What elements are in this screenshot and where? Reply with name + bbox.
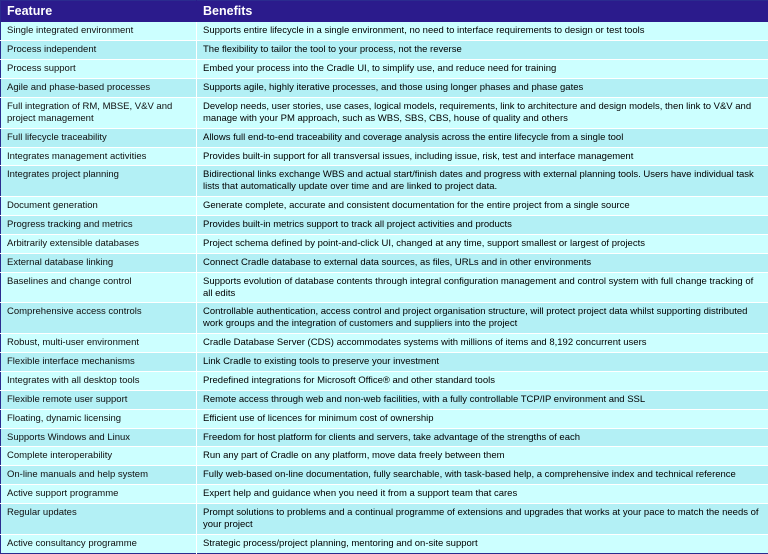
table-row	[1, 197, 768, 216]
table-cell-benefit: Prompt solutions to problems and a continual programme of extensions and upgrades that works at your pace to match the needs of your project	[197, 504, 768, 535]
table-cell-benefit: Run any part of Cradle on any platform, move data freely between them	[197, 447, 768, 466]
table-row	[1, 253, 768, 272]
table-cell-feature: Full lifecycle traceability	[1, 128, 197, 147]
table-cell-benefit: Efficient use of licences for minimum cost of ownership	[197, 409, 768, 428]
table-cell-benefit: Develop needs, user stories, use cases, logical models, requirements, link to architecture and design models, then link to V&V and manage with your PM approach, such as WBS, SBS, CBS, house of quality and others	[197, 97, 768, 128]
table-cell-feature: Arbitrarily extensible databases	[1, 234, 197, 253]
table-row	[1, 166, 768, 197]
table-cell-feature: Progress tracking and metrics	[1, 216, 197, 235]
table-cell-benefit: The flexibility to tailor the tool to your process, not the reverse	[197, 41, 768, 60]
table-cell-feature: Active support programme	[1, 485, 197, 504]
table-row	[1, 428, 768, 447]
table-cell-feature: Flexible interface mechanisms	[1, 353, 197, 372]
table-body	[1, 22, 768, 553]
table-cell-benefit: Remote access through web and non-web facilities, with a fully controllable TCP/IP environment and SSL	[197, 390, 768, 409]
table-cell-feature: Integrates management activities	[1, 147, 197, 166]
table-header	[1, 1, 768, 23]
table-row	[1, 353, 768, 372]
table-cell-benefit: Provides built-in metrics support to track all project activities and products	[197, 216, 768, 235]
table-cell-feature: On-line manuals and help system	[1, 466, 197, 485]
table-row	[1, 534, 768, 553]
table-cell-feature: Flexible remote user support	[1, 390, 197, 409]
table-cell-feature: Document generation	[1, 197, 197, 216]
table-cell-feature: Baselines and change control	[1, 272, 197, 303]
table-cell-feature: External database linking	[1, 253, 197, 272]
table-row	[1, 234, 768, 253]
table-cell-benefit: Provides built-in support for all transversal issues, including issue, risk, test and interface management	[197, 147, 768, 166]
table-cell-feature: Process independent	[1, 41, 197, 60]
table-cell-benefit: Link Cradle to existing tools to preserve your investment	[197, 353, 768, 372]
table-cell-benefit: Controllable authentication, access control and project organisation structure, will protect project data whilst supporting distributed work groups and the integration of customers and suppliers into the project	[197, 303, 768, 334]
table-cell-benefit: Supports agile, highly iterative processes, and those using longer phases and phase gates	[197, 79, 768, 98]
table-cell-benefit: Project schema defined by point-and-click UI, changed at any time, support smallest or largest of projects	[197, 234, 768, 253]
table-cell-benefit: Supports evolution of database contents through integral configuration management and control system with full change tracking of all edits	[197, 272, 768, 303]
table-cell-benefit: Generate complete, accurate and consistent documentation for the entire project from a single source	[197, 197, 768, 216]
table-cell-feature: Integrates project planning	[1, 166, 197, 197]
table-row	[1, 409, 768, 428]
column-header-feature: Feature	[1, 1, 197, 23]
table-row	[1, 272, 768, 303]
table-cell-benefit: Embed your process into the Cradle UI, to simplify use, and reduce need for training	[197, 60, 768, 79]
table-header-row	[1, 1, 768, 23]
table-cell-benefit: Freedom for host platform for clients and servers, take advantage of the strengths of each	[197, 428, 768, 447]
table-cell-benefit: Cradle Database Server (CDS) accommodates systems with millions of items and 8,192 concurrent users	[197, 334, 768, 353]
table-cell-feature: Robust, multi-user environment	[1, 334, 197, 353]
table-row	[1, 216, 768, 235]
table-row	[1, 303, 768, 334]
table-cell-feature: Supports Windows and Linux	[1, 428, 197, 447]
table-cell-benefit: Predefined integrations for Microsoft Office® and other standard tools	[197, 371, 768, 390]
table-row	[1, 97, 768, 128]
column-header-benefits: Benefits	[197, 1, 768, 23]
table-cell-feature: Single integrated environment	[1, 22, 197, 40]
table-row	[1, 60, 768, 79]
table-row	[1, 147, 768, 166]
table-cell-benefit: Expert help and guidance when you need it from a support team that cares	[197, 485, 768, 504]
table-cell-benefit: Allows full end-to-end traceability and coverage analysis across the entire lifecycle from a single tool	[197, 128, 768, 147]
table-cell-feature: Complete interoperability	[1, 447, 197, 466]
table-row	[1, 485, 768, 504]
table-row	[1, 466, 768, 485]
table-cell-feature: Floating, dynamic licensing	[1, 409, 197, 428]
table-cell-feature: Integrates with all desktop tools	[1, 371, 197, 390]
table-cell-feature: Full integration of RM, MBSE, V&V and project management	[1, 97, 197, 128]
table-cell-benefit: Connect Cradle database to external data sources, as files, URLs and in other environments	[197, 253, 768, 272]
table-row	[1, 371, 768, 390]
table-cell-feature: Active consultancy programme	[1, 534, 197, 553]
table-row	[1, 447, 768, 466]
table-cell-feature: Agile and phase-based processes	[1, 79, 197, 98]
table-row	[1, 390, 768, 409]
table-cell-benefit: Fully web-based on-line documentation, fully searchable, with task-based help, a comprehensive index and technical reference	[197, 466, 768, 485]
table-row	[1, 22, 768, 40]
table-cell-benefit: Supports entire lifecycle in a single environment, no need to interface requirements to design or test tools	[197, 22, 768, 40]
table-cell-feature: Comprehensive access controls	[1, 303, 197, 334]
table-row	[1, 128, 768, 147]
table-cell-benefit: Strategic process/project planning, mentoring and on-site support	[197, 534, 768, 553]
table-row	[1, 79, 768, 98]
table-cell-feature: Regular updates	[1, 504, 197, 535]
table-cell-feature: Process support	[1, 60, 197, 79]
table-row	[1, 41, 768, 60]
table-row	[1, 504, 768, 535]
table-row	[1, 334, 768, 353]
table-cell-benefit: Bidirectional links exchange WBS and actual start/finish dates and progress with external planning tools. Users have individual task lists that automatically update over time and are linked to project data.	[197, 166, 768, 197]
